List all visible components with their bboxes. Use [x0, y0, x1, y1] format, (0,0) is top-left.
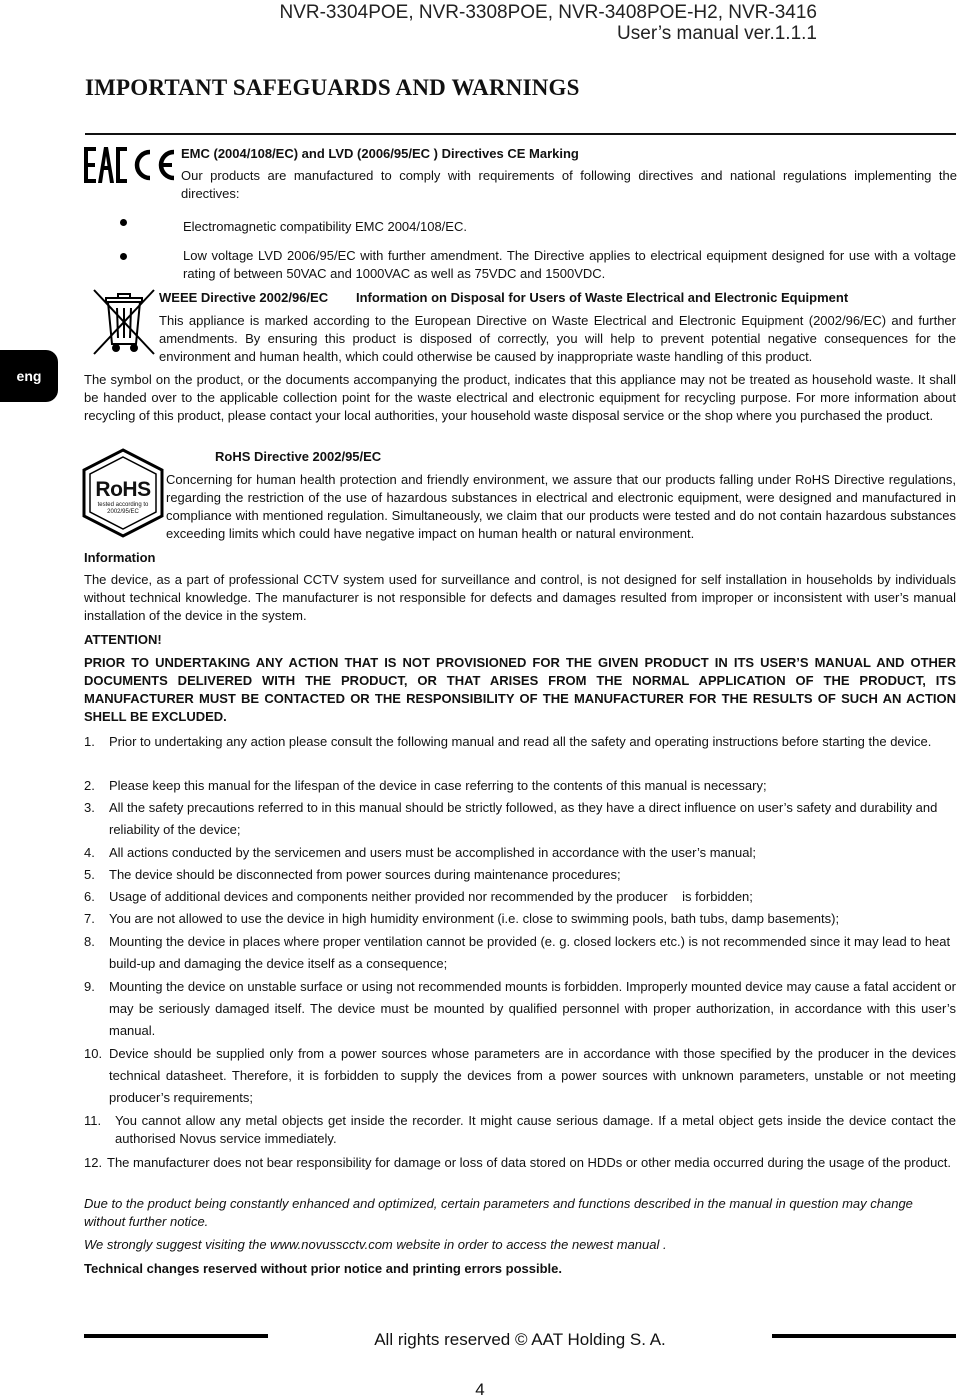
list-item-number: 10. — [84, 1046, 103, 1061]
list-item-number: 11. — [84, 1113, 102, 1128]
footer-rights: All rights reserved © AAT Holding S. A. — [374, 1330, 666, 1349]
header-models: NVR-3304POE, NVR-3308POE, NVR-3408POE-H2, NVR-3416 — [279, 2, 817, 23]
eac-ce-logo-icon — [84, 146, 176, 189]
information-text: The device, as a part of professional CCTV system used for surveillance and control, is not designed for self installation in households by individuals without technical knowledge. The manufacturer is not responsible for defects and damages resulted from improper or inconsistent with user’s manual installation of the device in the system. — [84, 572, 956, 623]
list-item: Please keep this manual for the lifespan of the device in case referring to the contents of this manual is necessary; — [109, 778, 767, 793]
attention-text: PRIOR TO UNDERTAKING ANY ACTION THAT IS NOT PROVISIONED FOR THE GIVEN PRODUCT IN ITS USER’S MANUAL AND OTHER DOCUMENTS DELIVERED WITH THE PRODUCT, OR THAT ARISES FROM THE NORMAL APPLICATION OF THE PRODUCT, ITS MANUFACTURER MUST BE CONTACTED OR THE RESPONSIBILITY OF THE MANUFACTURER FOR THE RESULTS OF SUCH AN ACTION SHELL BE EXCLUDED. — [84, 655, 956, 724]
rohs-heading: RoHS Directive 2002/95/EC — [215, 449, 382, 464]
rohs-text: Concerning for human health protection and friendly environment, we assure that our products falling under RoHS Directive regulations, regarding the restriction of the use of hazardous substances in electrical and electronic equipment, were designed and manufactured in compliance with mentioned regulation. Simultaneously, we claim that our products were tested and do not contain hazardous substances exceeding limits which could have negative impact on human health or natural environment. — [166, 472, 956, 541]
rohs-logo-text: RoHS — [95, 478, 151, 501]
list-item-number: 9. — [84, 979, 95, 994]
emc-heading: EMC (2004/108/EC) and LVD (2006/95/EC ) Directives CE Marking — [181, 146, 579, 161]
weee-text-2: The symbol on the product, or the documents accompanying the product, indicates that this appliance may not be treated as household waste. It shall be handed over to the applicable collection point for the waste electrical and electronic equipment for recycling purpose. For more information about recycling of this product, please contact your local authorities, your household waste disposal service or the shop where you purchased the product. — [84, 372, 956, 423]
list-item-number: 5. — [84, 867, 95, 882]
list-item-number: 12. — [84, 1155, 103, 1170]
list-item: All the safety precautions referred to in this manual should be strictly followed, as they have a direct influence on user’s safety and durability and reliability of the device; — [109, 800, 938, 837]
list-item: The device should be disconnected from power sources during maintenance procedures; — [109, 867, 621, 882]
weee-crossed-bin-icon — [92, 288, 156, 363]
list-item-number: 4. — [84, 845, 95, 860]
emc-text: Our products are manufactured to comply with requirements of following directives and national regulations implementing the directives: — [181, 168, 957, 201]
rohs-logo-subtext: tested according to 2002/95/EC — [97, 502, 149, 515]
note-website: We strongly suggest visiting the www.novusscctv.com website in order to access the newest manual . — [84, 1237, 667, 1252]
list-item-number: 8. — [84, 934, 95, 949]
list-item-number: 7. — [84, 911, 95, 926]
list-item: All actions conducted by the servicemen and users must be accomplished in accordance with the user’s manual; — [109, 845, 756, 860]
title-divider — [85, 133, 956, 135]
list-item-number: 6. — [84, 889, 95, 904]
note-technical-changes: Technical changes reserved without prior notice and printing errors possible. — [84, 1261, 562, 1276]
emc-bullet-2: Low voltage LVD 2006/95/EC with further amendment. The Directive applies to electrical equipment designed for use with a voltage rating of between 50VAC and 1000VAC as well as 75VDC and 1500VDC. — [183, 248, 956, 281]
list-item: The manufacturer does not bear responsibility for damage or loss of data stored on HDDs or other media occurred during the usage of the product. — [107, 1155, 952, 1170]
footer-line-left — [84, 1334, 268, 1338]
note-changes: Due to the product being constantly enhanced and optimized, certain parameters and functions described in the manual in question may change without further notice. — [84, 1196, 913, 1229]
page-title: IMPORTANT SAFEGUARDS AND WARNINGS — [85, 75, 580, 100]
list-item-number: 3. — [84, 800, 95, 815]
weee-text: This appliance is marked according to the European Directive on Waste Electrical and Electronic Equipment (2002/96/EC) and further amendments. By ensuring this product is disposed of correctly, you will help to prevent potential negative consequences for the environment and human health, which could otherwise be caused by inappropriate waste handling of this product. — [159, 313, 956, 364]
weee-info-heading: Information on Disposal for Users of Waste Electrical and Electronic Equipment — [356, 290, 849, 305]
emc-bullet-1: Electromagnetic compatibility EMC 2004/108/EC. — [183, 219, 467, 234]
information-heading: Information — [84, 550, 156, 565]
list-item-number: 2. — [84, 778, 95, 793]
list-item: Device should be supplied only from a power sources whose parameters are in accordance with those specified by the producer in the devices technical datasheet. Therefore, it is forbidden to supply the devices from a power sources with unknown parameters, unstable or not meeting producer’s requirements; — [109, 1046, 956, 1105]
attention-heading: ATTENTION! — [84, 632, 162, 647]
page-number: 4 — [475, 1380, 485, 1399]
list-item: Prior to undertaking any action please consult the following manual and read all the safety and operating instructions before starting the device. — [109, 734, 932, 749]
bullet-dot — [120, 253, 127, 260]
list-item: Usage of additional devices and components neither provided nor recommended by the producer is forbidden; — [109, 889, 753, 904]
footer-line-right — [772, 1334, 956, 1338]
weee-heading: WEEE Directive 2002/96/EC — [159, 290, 329, 305]
rohs-logo-icon — [80, 448, 166, 543]
list-item: You are not allowed to use the device in high humidity environment (i.e. close to swimming pools, bath tubs, damp basements); — [109, 911, 840, 926]
list-item-number: 1. — [84, 734, 95, 749]
list-item: Mounting the device on unstable surface or using not recommended mounts is forbidden. Improperly mounted device may cause a fatal accident or may be seriously damaged itself. The device must be mounted by qualified personnel with proper authorization, in accordance with this user’s manual. — [109, 979, 956, 1038]
list-item: Mounting the device in places where proper ventilation cannot be provided (e. g. closed lockers etc.) is not recommended since it may lead to heat build-up and damaging the device itself as a consequence; — [109, 934, 951, 971]
list-item: You cannot allow any metal objects get inside the recorder. It might cause serious damage. If a metal object gets inside the device contact the authorised Novus service immediately. — [115, 1113, 956, 1146]
header-manual-version: User’s manual ver.1.1.1 — [617, 23, 817, 44]
language-tab: eng — [0, 350, 58, 402]
bullet-dot — [120, 219, 127, 226]
